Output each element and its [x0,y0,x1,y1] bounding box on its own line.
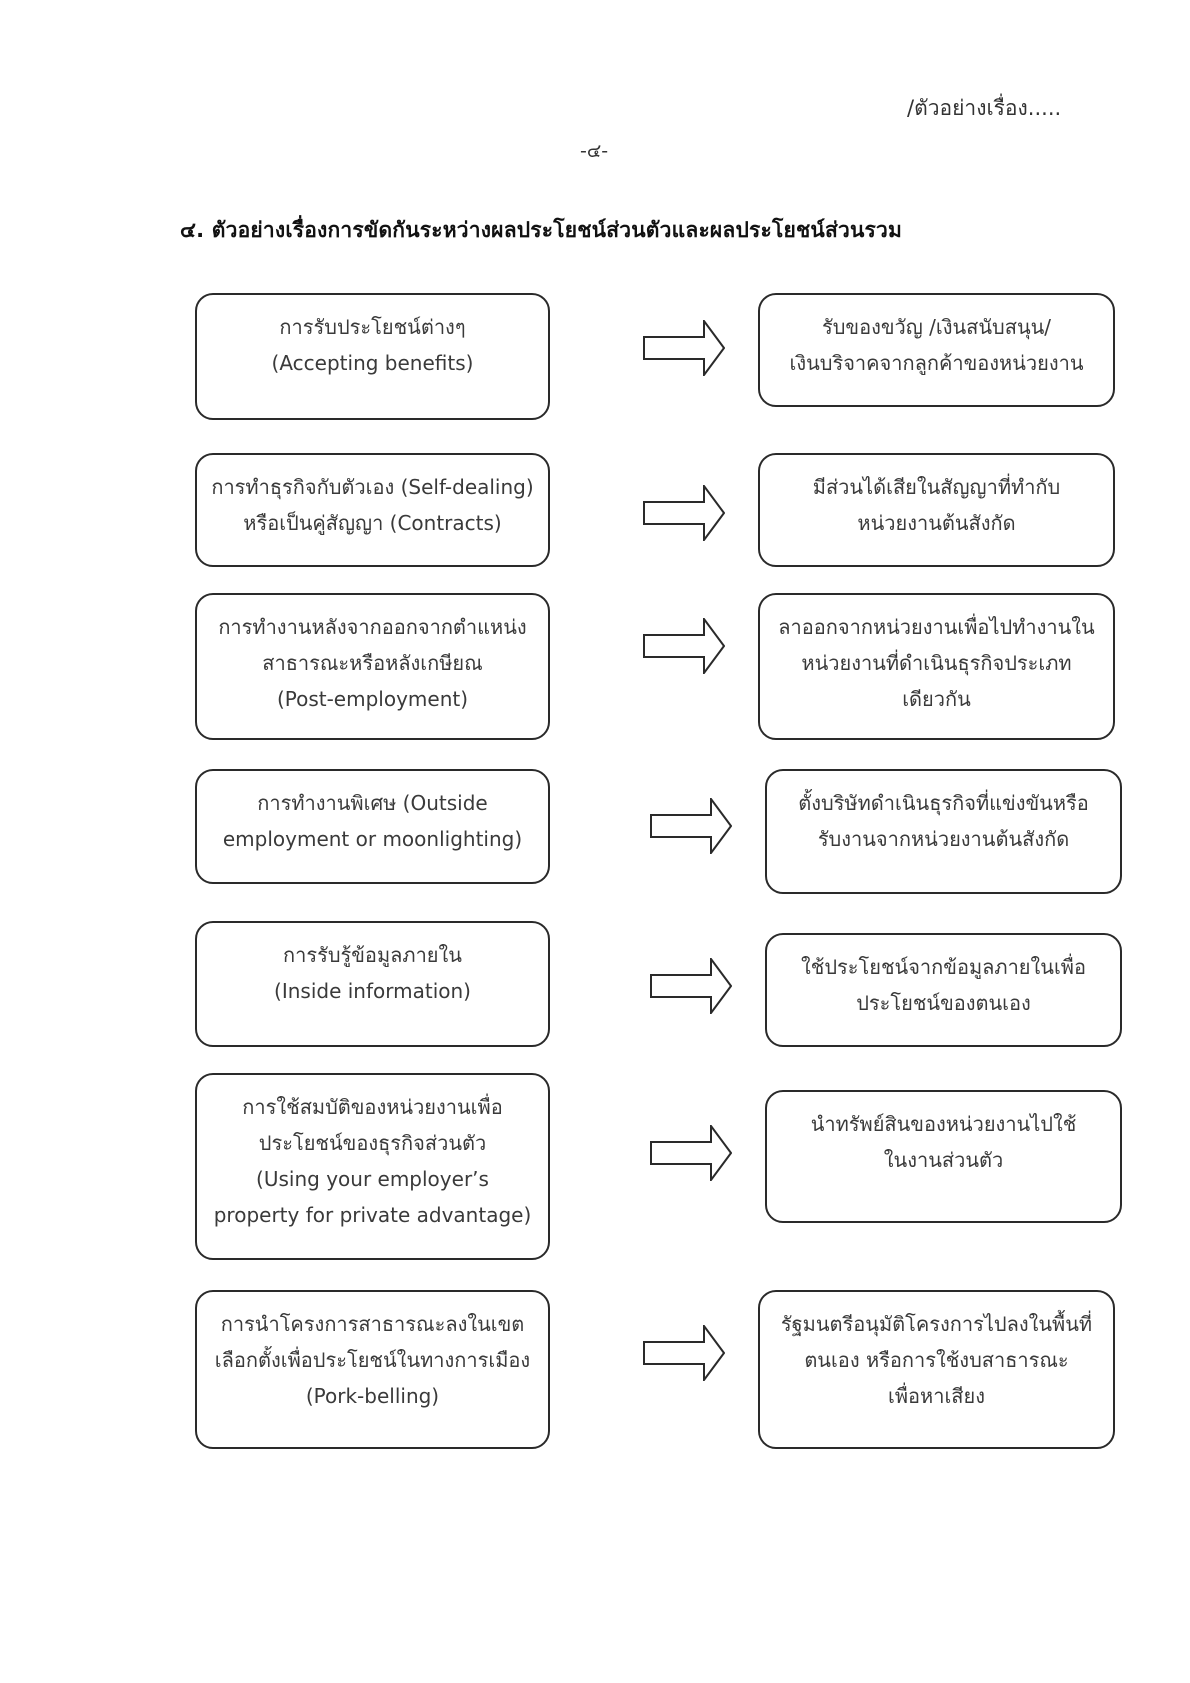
example-box [758,293,1115,407]
section-title: ๔. ตัวอย่างเรื่องการขัดกันระหว่างผลประโยชน์ส่วนตัวและผลประโยชน์ส่วนรวม [180,218,903,242]
example-text: รัฐมนตรีอนุมัติโครงการไปลงในพื้นที่ ตนเอง หรือการใช้งบสาธารณะ เพื่อหาเสียง [780,1312,1093,1408]
page-number: -๔- [580,140,609,162]
conflict-type-box [195,453,550,567]
example-text: ตั้งบริษัทดำเนินธุรกิจที่แข่งขันหรือ รับงานจากหน่วยงานต้นสังกัด [798,791,1089,851]
example-box [765,933,1122,1047]
example-text: ลาออกจากหน่วยงานเพื่อไปทำงานใน หน่วยงานที่ดำเนินธุรกิจประเภท เดียวกัน [778,615,1095,711]
right-arrow-icon [650,798,732,854]
conflict-type-box [195,293,550,420]
right-arrow-icon [643,1325,725,1381]
example-text: มีส่วนได้เสียในสัญญาที่ทำกับ หน่วยงานต้นสังกัด [812,475,1061,535]
example-box [758,453,1115,567]
conflict-type-text: การใช้สมบัติของหน่วยงานเพื่อ ประโยชน์ของธุรกิจส่วนตัว (Using your employer’s property for private advantage) [213,1095,532,1227]
right-arrow-icon [650,958,732,1014]
conflict-type-text: การทำธุรกิจกับตัวเอง (Self-dealing) หรือเป็นคู่สัญญา (Contracts) [211,475,534,535]
right-arrow-icon [643,320,725,376]
example-text: รับของขวัญ /เงินสนับสนุน/ เงินบริจาคจากลูกค้าของหน่วยงาน [789,315,1084,375]
example-box [758,593,1115,740]
conflict-type-box [195,769,550,884]
conflict-type-box [195,593,550,740]
right-arrow-icon [643,618,725,674]
conflict-type-box [195,921,550,1047]
example-box [765,769,1122,894]
conflict-type-text: การทำงานพิเศษ (Outside employment or moonlighting) [222,791,523,851]
example-box [765,1090,1122,1223]
conflict-type-text: การรับประโยชน์ต่างๆ (Accepting benefits) [271,315,474,375]
example-text: ใช้ประโยชน์จากข้อมูลภายในเพื่อ ประโยชน์ของตนเอง [800,955,1086,1015]
example-text: นำทรัพย์สินของหน่วยงานไปใช้ ในงานส่วนตัว [810,1112,1077,1172]
conflict-type-box [195,1073,550,1260]
conflict-type-box [195,1290,550,1449]
page-continuation-header: /ตัวอย่างเรื่อง..... [907,96,1062,120]
conflict-type-text: การรับรู้ข้อมูลภายใน (Inside information) [274,943,471,1003]
conflict-type-text: การนำโครงการสาธารณะลงในเขต เลือกตั้งเพื่อประโยชน์ในทางการเมือง (Pork-belling) [214,1312,531,1408]
right-arrow-icon [650,1125,732,1181]
conflict-type-text: การทำงานหลังจากออกจากตำแหน่ง สาธารณะหรือหลังเกษียณ (Post-employment) [218,615,527,711]
right-arrow-icon [643,485,725,541]
example-box [758,1290,1115,1449]
